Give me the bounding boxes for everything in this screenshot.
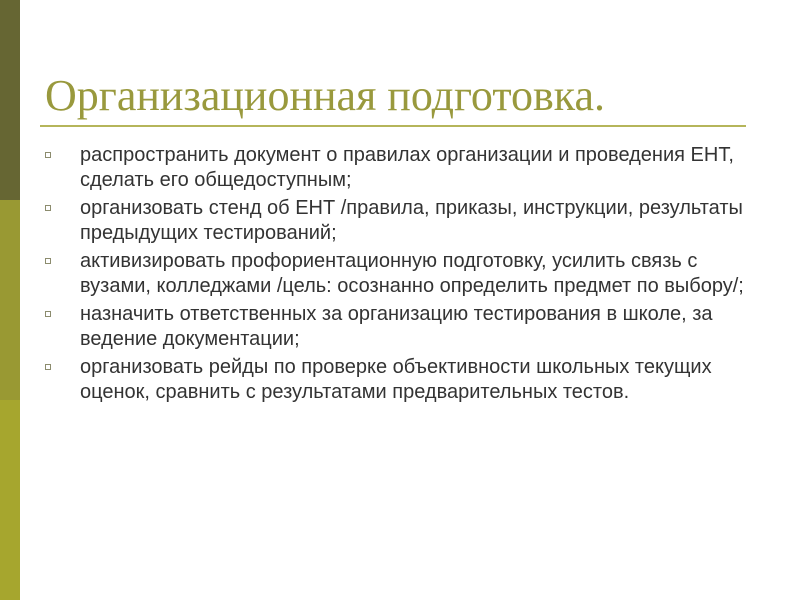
left-bar-segment-top xyxy=(0,0,20,200)
bullet-text: распространить документ о правилах организации и проведения ЕНТ, сделать его общедоступным; xyxy=(80,144,734,191)
square-bullet-icon xyxy=(45,311,51,317)
bullet-item xyxy=(45,302,765,352)
bullet-item xyxy=(45,355,765,405)
square-bullet-icon xyxy=(45,364,51,370)
bullet-item xyxy=(45,249,765,299)
left-bar-segment-middle xyxy=(0,200,20,400)
square-bullet-icon xyxy=(45,205,51,211)
square-bullet-icon xyxy=(45,152,51,158)
bullet-text: активизировать профориентационную подготовку, усилить связь с вузами, колледжами /цель: осознанно определить предмет по выбору/; xyxy=(80,250,744,297)
slide-title: Организационная подготовка. xyxy=(45,71,606,120)
bullet-item xyxy=(45,143,765,193)
title-underline xyxy=(40,125,746,127)
bullet-item xyxy=(45,196,765,246)
bullet-list xyxy=(45,143,765,408)
left-accent-bar xyxy=(0,0,20,600)
bullet-text: организовать рейды по проверке объективности школьных текущих оценок, сравнить с результатами предварительных тестов. xyxy=(80,356,712,403)
bullet-text: назначить ответственных за организацию тестирования в школе, за ведение документации; xyxy=(80,303,713,350)
left-bar-segment-bottom xyxy=(0,400,20,600)
bullet-text: организовать стенд об ЕНТ /правила, приказы, инструкции, результаты предыдущих тестирований; xyxy=(80,197,743,244)
square-bullet-icon xyxy=(45,258,51,264)
